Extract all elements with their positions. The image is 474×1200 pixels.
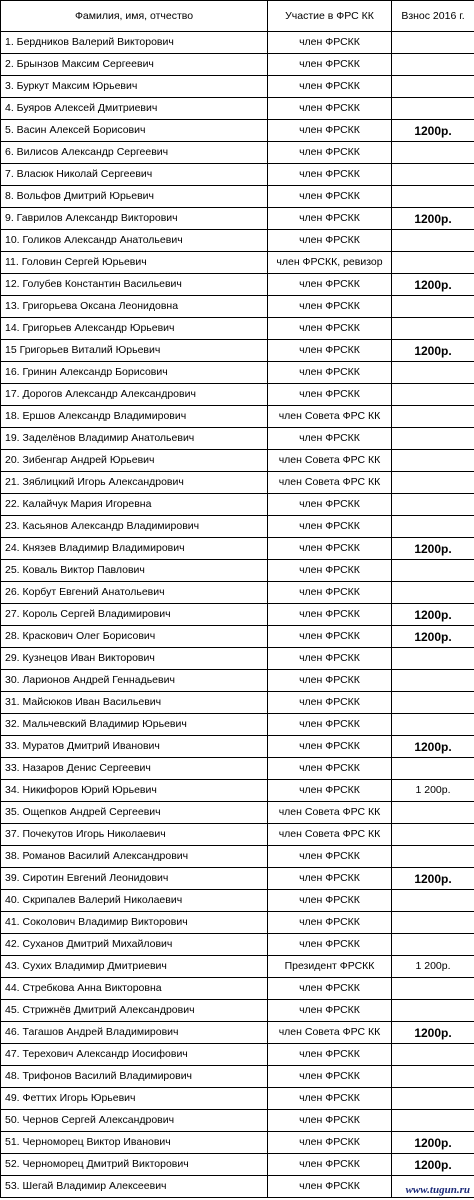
member-name: 41. Соколович Владимир Викторович [1,912,268,934]
member-fee [392,978,474,1000]
member-name: 2. Брынзов Максим Сергеевич [1,54,268,76]
member-fee: 1200р. [392,274,474,296]
member-fee [392,1044,474,1066]
member-name: 14. Григорьев Александр Юрьевич [1,318,268,340]
member-name: 3. Буркут Максим Юрьевич [1,76,268,98]
member-role: член ФРСКК [268,428,392,450]
header-fee: Взнос 2016 г. [392,1,474,32]
member-name: 34. Никифоров Юрий Юрьевич [1,780,268,802]
member-name: 8. Вольфов Дмитрий Юрьевич [1,186,268,208]
table-row [1,538,474,560]
member-fee: 1200р. [392,1022,474,1044]
member-fee: 1200р. [392,626,474,648]
table-row [1,428,474,450]
table-row [1,142,474,164]
table-row [1,582,474,604]
table-row [1,340,474,362]
member-role: член ФРСКК [268,780,392,802]
table-row [1,912,474,934]
member-fee [392,648,474,670]
member-fee [392,252,474,274]
member-fee [392,1088,474,1110]
table-row [1,758,474,780]
table-row [1,560,474,582]
member-name: 20. Зибенгар Андрей Юрьевич [1,450,268,472]
table-row [1,1132,474,1154]
table-row [1,780,474,802]
member-name: 16. Гринин Александр Борисович [1,362,268,384]
table-row [1,692,474,714]
member-role: член ФРСКК [268,494,392,516]
member-fee [392,98,474,120]
member-role: член ФРСКК [268,340,392,362]
member-fee [392,692,474,714]
member-role: член ФРСКК [268,274,392,296]
member-name: 51. Черноморец Виктор Иванович [1,1132,268,1154]
member-fee: 1200р. [392,604,474,626]
member-role: член ФРСКК [268,142,392,164]
member-role: член ФРСКК [268,362,392,384]
member-fee [392,516,474,538]
table-row [1,934,474,956]
member-fee [392,934,474,956]
table-row [1,802,474,824]
table-row [1,890,474,912]
member-name: 44. Стребкова Анна Викторовна [1,978,268,1000]
member-fee [392,164,474,186]
member-fee [392,296,474,318]
member-role: член ФРСКК [268,560,392,582]
member-role: член Совета ФРС КК [268,472,392,494]
member-name: 53. Шегай Владимир Алексеевич [1,1176,268,1198]
member-fee [392,230,474,252]
member-name: 10. Голиков Александр Анатольевич [1,230,268,252]
member-fee [392,582,474,604]
header-row [1,1,474,32]
table-row [1,714,474,736]
member-fee: 1200р. [392,1132,474,1154]
table-row [1,868,474,890]
member-name: 5. Васин Алексей Борисович [1,120,268,142]
member-fee [392,76,474,98]
table-row [1,648,474,670]
member-role: член Совета ФРС КК [268,406,392,428]
member-name: 49. Феттих Игорь Юрьевич [1,1088,268,1110]
member-role: член ФРСКК [268,98,392,120]
member-name: 1. Бердников Валерий Викторович [1,32,268,54]
member-name: 27. Король Сергей Владимирович [1,604,268,626]
member-role: член ФРСКК [268,318,392,340]
member-fee: 1 200р. [392,780,474,802]
member-fee: 1200р. [392,538,474,560]
table-row [1,472,474,494]
table-row [1,1066,474,1088]
member-name: 42. Суханов Дмитрий Михайлович [1,934,268,956]
member-role: член ФРСКК [268,1154,392,1176]
member-role: член ФРСКК [268,1110,392,1132]
table-row [1,1154,474,1176]
member-fee [392,714,474,736]
member-role: член ФРСКК [268,230,392,252]
member-name: 52. Черноморец Дмитрий Викторович [1,1154,268,1176]
table-row [1,604,474,626]
member-role: член ФРСКК [268,1044,392,1066]
member-role: член ФРСКК [268,1176,392,1198]
member-name: 31. Майсюков Иван Васильевич [1,692,268,714]
member-fee [392,758,474,780]
member-role: член ФРСКК [268,1088,392,1110]
member-role: член ФРСКК [268,296,392,318]
member-fee: 1200р. [392,120,474,142]
member-fee [392,494,474,516]
member-fee [392,472,474,494]
member-name: 29. Кузнецов Иван Викторович [1,648,268,670]
table-row [1,956,474,978]
member-fee: 1200р. [392,208,474,230]
member-name: 18. Ершов Александр Владимирович [1,406,268,428]
member-name: 40. Скрипалев Валерий Николаевич [1,890,268,912]
member-name: 24. Князев Владимир Владимирович [1,538,268,560]
member-name: 39. Сиротин Евгений Леонидович [1,868,268,890]
member-fee [392,802,474,824]
member-role: член ФРСКК [268,1000,392,1022]
member-fee [392,1066,474,1088]
member-fee [392,846,474,868]
member-name: 25. Коваль Виктор Павлович [1,560,268,582]
table-row [1,274,474,296]
member-role: член ФРСКК [268,186,392,208]
member-role: член ФРСКК [268,846,392,868]
table-row [1,362,474,384]
table-row [1,406,474,428]
member-role: член Совета ФРС КК [268,1022,392,1044]
member-name: 17. Дорогов Александр Александрович [1,384,268,406]
member-fee [392,1110,474,1132]
member-role: член Совета ФРС КК [268,450,392,472]
member-role: член ФРСКК [268,692,392,714]
member-role: Президент ФРСКК [268,956,392,978]
member-fee [392,318,474,340]
member-name: 11. Головин Сергей Юрьевич [1,252,268,274]
member-name: 23. Касьянов Александр Владимирович [1,516,268,538]
member-name: 15 Григорьев Виталий Юрьевич [1,340,268,362]
member-fee [392,384,474,406]
member-fee: 1 200р. [392,956,474,978]
table-row [1,384,474,406]
member-role: член ФРСКК [268,76,392,98]
table-row [1,208,474,230]
table-row [1,98,474,120]
member-fee: 1200р. [392,1154,474,1176]
member-role: член ФРСКК [268,54,392,76]
member-role: член ФРСКК [268,384,392,406]
member-name: 7. Власюк Николай Сергеевич [1,164,268,186]
table-row [1,1044,474,1066]
member-fee [392,362,474,384]
member-fee: 1200р. [392,340,474,362]
member-role: член ФРСКК [268,516,392,538]
table-row [1,164,474,186]
table-row [1,494,474,516]
table-row [1,296,474,318]
member-role: член ФРСКК [268,604,392,626]
header-name: Фамилия, имя, отчество [1,1,268,32]
table-row [1,1088,474,1110]
member-name: 26. Корбут Евгений Анатольевич [1,582,268,604]
member-role: член ФРСКК [268,208,392,230]
member-fee [392,54,474,76]
member-role: член ФРСКК [268,714,392,736]
table-row [1,252,474,274]
member-role: член ФРСКК [268,538,392,560]
member-name: 6. Вилисов Александр Сергеевич [1,142,268,164]
table-row [1,76,474,98]
table-row [1,450,474,472]
member-fee [392,32,474,54]
member-name: 28. Краскович Олег Борисович [1,626,268,648]
table-row [1,978,474,1000]
table-row [1,186,474,208]
table-row [1,1110,474,1132]
member-role: член Совета ФРС КК [268,802,392,824]
member-role: член ФРСКК [268,890,392,912]
member-role: член ФРСКК [268,912,392,934]
member-role: член ФРСКК [268,868,392,890]
table-row [1,1022,474,1044]
member-fee [392,428,474,450]
member-name: 19. Заделёнов Владимир Анатольевич [1,428,268,450]
member-role: член ФРСКК [268,736,392,758]
table-row [1,736,474,758]
table-row [1,230,474,252]
member-name: 45. Стрижнёв Дмитрий Александрович [1,1000,268,1022]
member-name: 30. Ларионов Андрей Геннадьевич [1,670,268,692]
member-name: 32. Мальчевский Владимир Юрьевич [1,714,268,736]
member-name: 38. Романов Василий Александрович [1,846,268,868]
member-role: член ФРСКК [268,758,392,780]
member-role: член ФРСКК [268,32,392,54]
member-fee [392,450,474,472]
member-name: 12. Голубев Константин Васильевич [1,274,268,296]
member-fee [392,912,474,934]
member-role: член ФРСКК [268,1132,392,1154]
member-name: 33. Назаров Денис Сергеевич [1,758,268,780]
table-row [1,1176,474,1198]
header-participation: Участие в ФРС КК [268,1,392,32]
table-row [1,846,474,868]
member-name: 33. Муратов Дмитрий Иванович [1,736,268,758]
table-row [1,626,474,648]
member-fee [392,890,474,912]
member-fee [392,1000,474,1022]
member-role: член ФРСКК [268,582,392,604]
member-fee [392,406,474,428]
table-row [1,670,474,692]
member-fee [392,560,474,582]
member-name: 9. Гаврилов Александр Викторович [1,208,268,230]
member-name: 47. Терехович Александр Иосифович [1,1044,268,1066]
member-role: член ФРСКК [268,626,392,648]
member-fee [392,824,474,846]
member-role: член ФРСКК [268,978,392,1000]
member-name: 35. Ощепков Андрей Сергеевич [1,802,268,824]
member-fee [392,670,474,692]
table-row [1,1000,474,1022]
table-row [1,824,474,846]
member-name: 4. Буяров Алексей Дмитриевич [1,98,268,120]
site-watermark: www.tugun.ru [405,1184,470,1196]
member-fee [392,186,474,208]
table-row [1,120,474,142]
member-name: 50. Чернов Сергей Александрович [1,1110,268,1132]
table-row [1,32,474,54]
table-row [1,54,474,76]
table-row [1,516,474,538]
member-role: член ФРСКК, ревизор [268,252,392,274]
member-role: член ФРСКК [268,164,392,186]
member-name: 13. Григорьева Оксана Леонидовна [1,296,268,318]
member-fee [392,142,474,164]
member-role: член ФРСКК [268,934,392,956]
member-fee: 1200р. [392,868,474,890]
member-name: 22. Калайчук Мария Игоревна [1,494,268,516]
member-role: член ФРСКК [268,648,392,670]
member-role: член ФРСКК [268,1066,392,1088]
member-name: 21. Зяблицкий Игорь Александрович [1,472,268,494]
member-role: член Совета ФРС КК [268,824,392,846]
member-name: 46. Тагашов Андрей Владимирович [1,1022,268,1044]
member-name: 43. Сухих Владимир Дмитриевич [1,956,268,978]
member-role: член ФРСКК [268,670,392,692]
member-fee: 1200р. [392,736,474,758]
member-name: 48. Трифонов Василий Владимирович [1,1066,268,1088]
member-name: 37. Почекутов Игорь Николаевич [1,824,268,846]
member-role: член ФРСКК [268,120,392,142]
table-row [1,318,474,340]
